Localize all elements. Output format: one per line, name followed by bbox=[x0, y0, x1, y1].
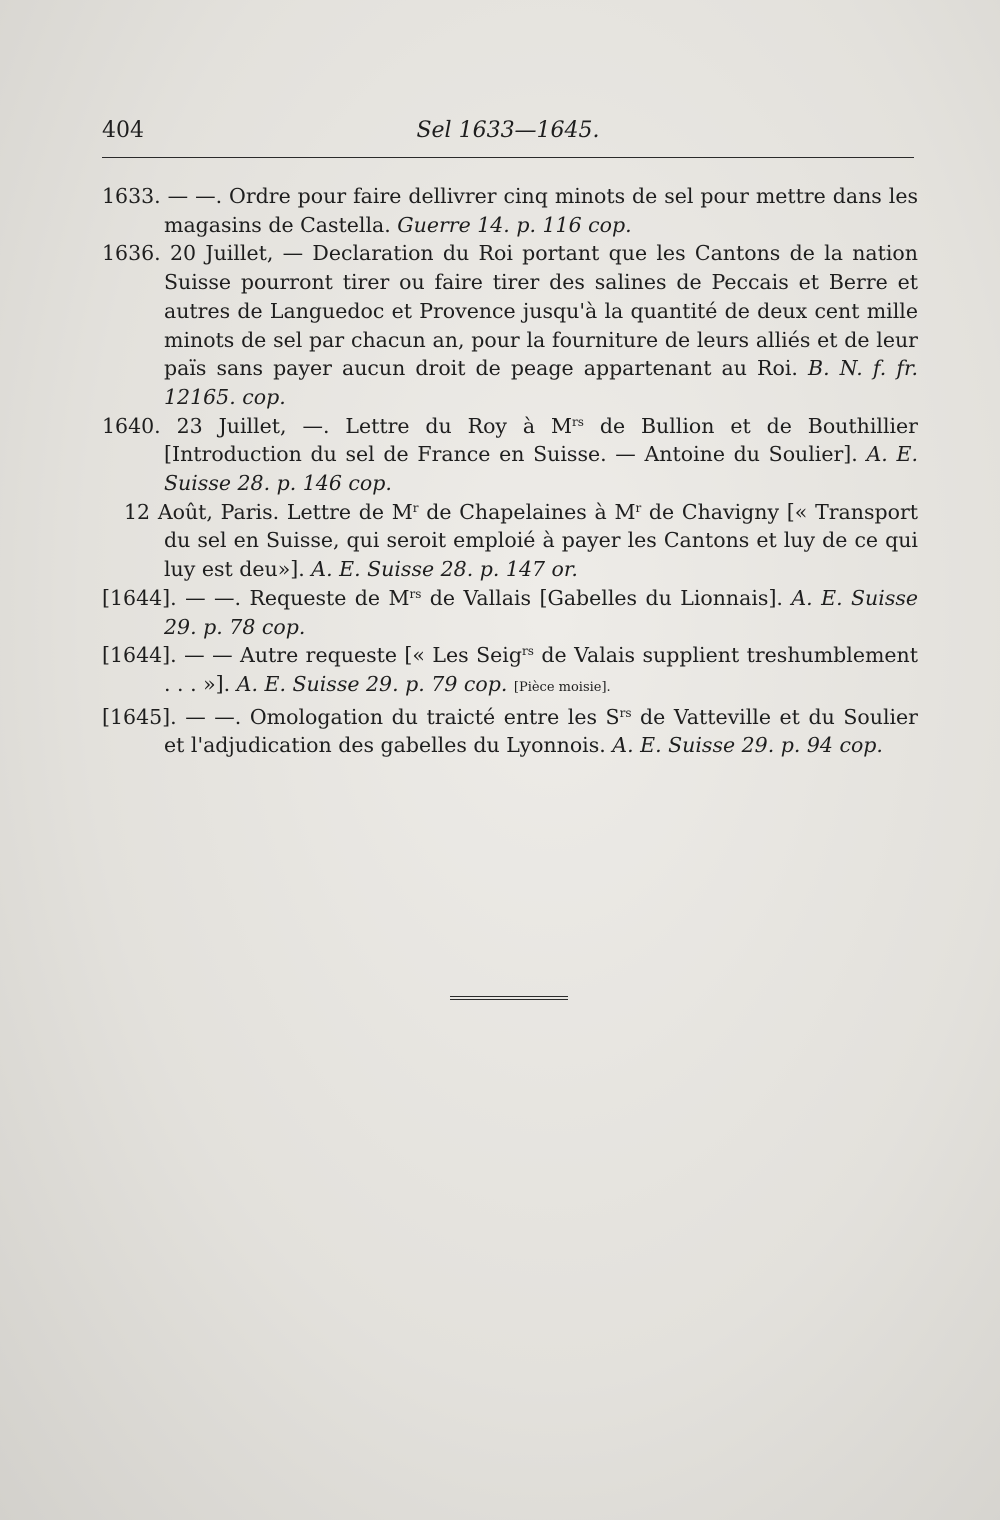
entry-text: de Chavigny [« Transport du sel en Suisse, qui seroit emploié à payer les Cantons et luy de ce qui luy est deu»]. bbox=[164, 499, 918, 582]
entry-1645 bbox=[102, 703, 918, 760]
entry-1644-a bbox=[102, 584, 918, 641]
entry-date: 12 Août, Paris. bbox=[124, 499, 280, 524]
superscript: r bbox=[412, 500, 419, 515]
entry-reference: B. N. f. fr. 12165. cop. bbox=[164, 356, 919, 409]
entry-date: 1640. 23 Juillet, —. bbox=[102, 413, 330, 438]
entry-1633 bbox=[102, 182, 918, 239]
entry-note: [Pièce moisie]. bbox=[513, 679, 611, 695]
entry-1640-aout bbox=[102, 498, 918, 584]
end-ornament bbox=[450, 996, 568, 1002]
entry-text: — Declaration du Roi portant que les Cantons de la nation Suisse pourront tirer ou faire tirer des salines de Peccais et Berre et autres de Languedoc et Provence jusqu'à la quantité de deux cent mille minots de sel par chacun an, pour la fourniture de leurs alliés et de leur païs sans payer aucun droit de peage appartenant au Roi. bbox=[164, 241, 918, 381]
entry-text: Omologation du traicté entre les S bbox=[241, 704, 620, 729]
superscript: rs bbox=[619, 705, 632, 720]
entry-text: de Vatteville et du Soulier et l'adjudication des gabelles du Lyonnois. bbox=[164, 704, 918, 758]
superscript: r bbox=[635, 500, 642, 515]
entry-text: de Vallais [Gabelles du Lionnais]. bbox=[421, 585, 792, 610]
entry-text: Lettre du Roy à M bbox=[329, 413, 573, 438]
entry-date: [1645]. — —. bbox=[102, 704, 242, 729]
entry-date: 1633. — —. bbox=[102, 184, 223, 208]
entry-date: 1636. 20 Juillet, bbox=[102, 241, 274, 266]
entry-text: Ordre pour faire dellivrer cinq minots de sel pour mettre dans les magasins de Castella. bbox=[164, 184, 918, 237]
entry-1644-b bbox=[102, 641, 918, 702]
entry-reference: A. E. Suisse 29. p. 78 cop. bbox=[164, 585, 918, 639]
entry-reference: A. E. Suisse 28. p. 147 or. bbox=[311, 557, 578, 582]
entry-reference: A. E. Suisse 29. p. 94 cop. bbox=[612, 733, 883, 758]
superscript: rs bbox=[522, 644, 534, 659]
page-number: 404 bbox=[102, 118, 144, 143]
entry-text: de Chapelaines à M bbox=[418, 499, 636, 524]
entry-date: [1644]. — —. bbox=[102, 585, 242, 610]
entry-text: Lettre de M bbox=[279, 499, 413, 524]
page-header bbox=[102, 118, 914, 158]
running-title: Sel 1633—1645. bbox=[416, 118, 600, 143]
header-rule bbox=[102, 157, 914, 158]
ornament-rule bbox=[450, 996, 568, 997]
entry-text: de Valais supplient treshumblement . . . »]. bbox=[164, 643, 918, 696]
entry-1640-juillet bbox=[102, 412, 918, 498]
entry-text: de Bullion et de Bouthillier [Introduction du sel de France en Suisse. — Antoine du Soulier]. bbox=[164, 413, 918, 467]
superscript: rs bbox=[409, 586, 422, 601]
entry-text: Autre requeste [« Les Seig bbox=[232, 643, 522, 668]
entry-reference: Guerre 14. p. 116 cop. bbox=[397, 212, 632, 237]
entry-date: [1644]. — — bbox=[102, 643, 233, 668]
document-body bbox=[102, 182, 918, 760]
ornament-rule bbox=[450, 999, 568, 1000]
entry-text: Requeste de M bbox=[241, 585, 410, 610]
entry-reference: A. E. Suisse 28. p. 146 cop. bbox=[164, 442, 918, 496]
entry-reference: A. E. Suisse 29. p. 79 cop. bbox=[236, 671, 508, 696]
superscript: rs bbox=[572, 414, 584, 429]
entry-1636 bbox=[102, 239, 918, 411]
